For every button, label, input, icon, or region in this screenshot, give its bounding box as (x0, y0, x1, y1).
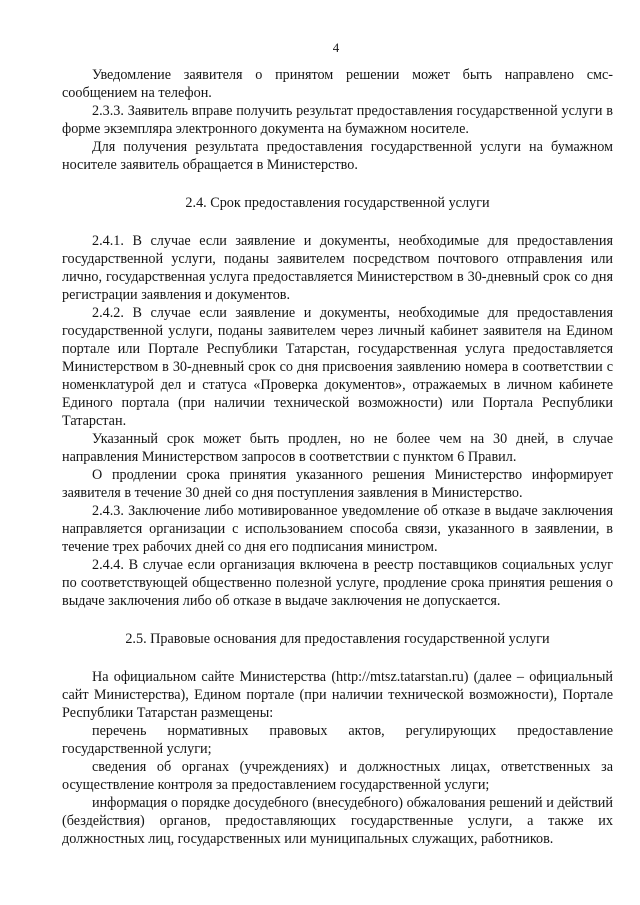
paragraph-paper-result: Для получения результата предоставления государственной услуги на бумажном носителе заявитель обращается в Министерство. (62, 139, 613, 173)
paragraph-term-extension: Указанный срок может быть продлен, но не более чем на 30 дней, в случае направления Министерством запросов в соответствии с пунктом 6 Правил. (62, 431, 613, 465)
list-item-appeal-procedure: информация о порядке досудебного (внесудебного) обжалования решений и действий (бездействия) органов, предоставляющих государственные услуги, а также их должностных лиц, государственных или муниципальных служащих, работников. (62, 795, 613, 847)
page-number: 4 (332, 40, 340, 55)
paragraph-2-3-3: 2.3.3. Заявитель вправе получить результат предоставления государственной услуги в форме экземпляра электронного документа на бумажном носителе. (62, 103, 613, 137)
section-heading-2-5: 2.5. Правовые основания для предоставления государственной услуги (125, 631, 550, 647)
document-body (62, 66, 613, 848)
paragraph-2-4-2: 2.4.2. В случае если заявление и документы, необходимые для предоставления государственной услуги, поданы заявителем через личный кабинет заявителя на Едином портале или Портале Республики Татарстан, государственная услуга предоставляется Министерством в 30-дневный срок со дня присвоения заявлению номера в соответствии с номенклатурой дел и статуса «Проверка документов», отражаемых в личном кабинете Единого портала (при наличии технической возможности) или Портала Республики Татарстан. (62, 305, 613, 429)
list-item-control-bodies: сведения об органах (учреждениях) и должностных лицах, ответственных за осуществление контроля за предоставлением государственной услуги; (62, 759, 613, 793)
paragraph-extension-notice: О продлении срока принятия указанного решения Министерство информирует заявителя в течение 30 дней со дня поступления заявления в Министерство. (62, 467, 613, 501)
paragraph-2-4-3: 2.4.3. Заключение либо мотивированное уведомление об отказе в выдаче заключения направляется организации с использованием способа связи, указанного в заявлении, в течение трех рабочих дней со дня его подписания министром. (62, 503, 613, 555)
paragraph-2-4-4: 2.4.4. В случае если организация включена в реестр поставщиков социальных услуг по соответствующей общественно полезной услуге, продление срока принятия решения о выдаче заключения либо об отказе в выдаче заключения не допускается. (62, 557, 613, 609)
section-heading-2-4: 2.4. Срок предоставления государственной услуги (185, 195, 490, 211)
paragraph-2-4-1: 2.4.1. В случае если заявление и документы, необходимые для предоставления государственной услуги, поданы заявителем посредством почтового отправления или лично, государственная услуга предоставляется Министерством в 30-дневный срок со дня регистрации заявления и документов. (62, 233, 613, 303)
list-item-legal-acts: перечень нормативных правовых актов, регулирующих предоставление государственной услуги; (62, 723, 613, 757)
paragraph-sms-notification: Уведомление заявителя о принятом решении может быть направлено смс-сообщением на телефон. (62, 67, 613, 101)
paragraph-official-site: На официальном сайте Министерства (http://mtsz.tatarstan.ru) (далее – официальный сайт Министерства), Едином портале (при наличии технической возможности), Портале Республики Татарстан размещены: (62, 669, 613, 721)
